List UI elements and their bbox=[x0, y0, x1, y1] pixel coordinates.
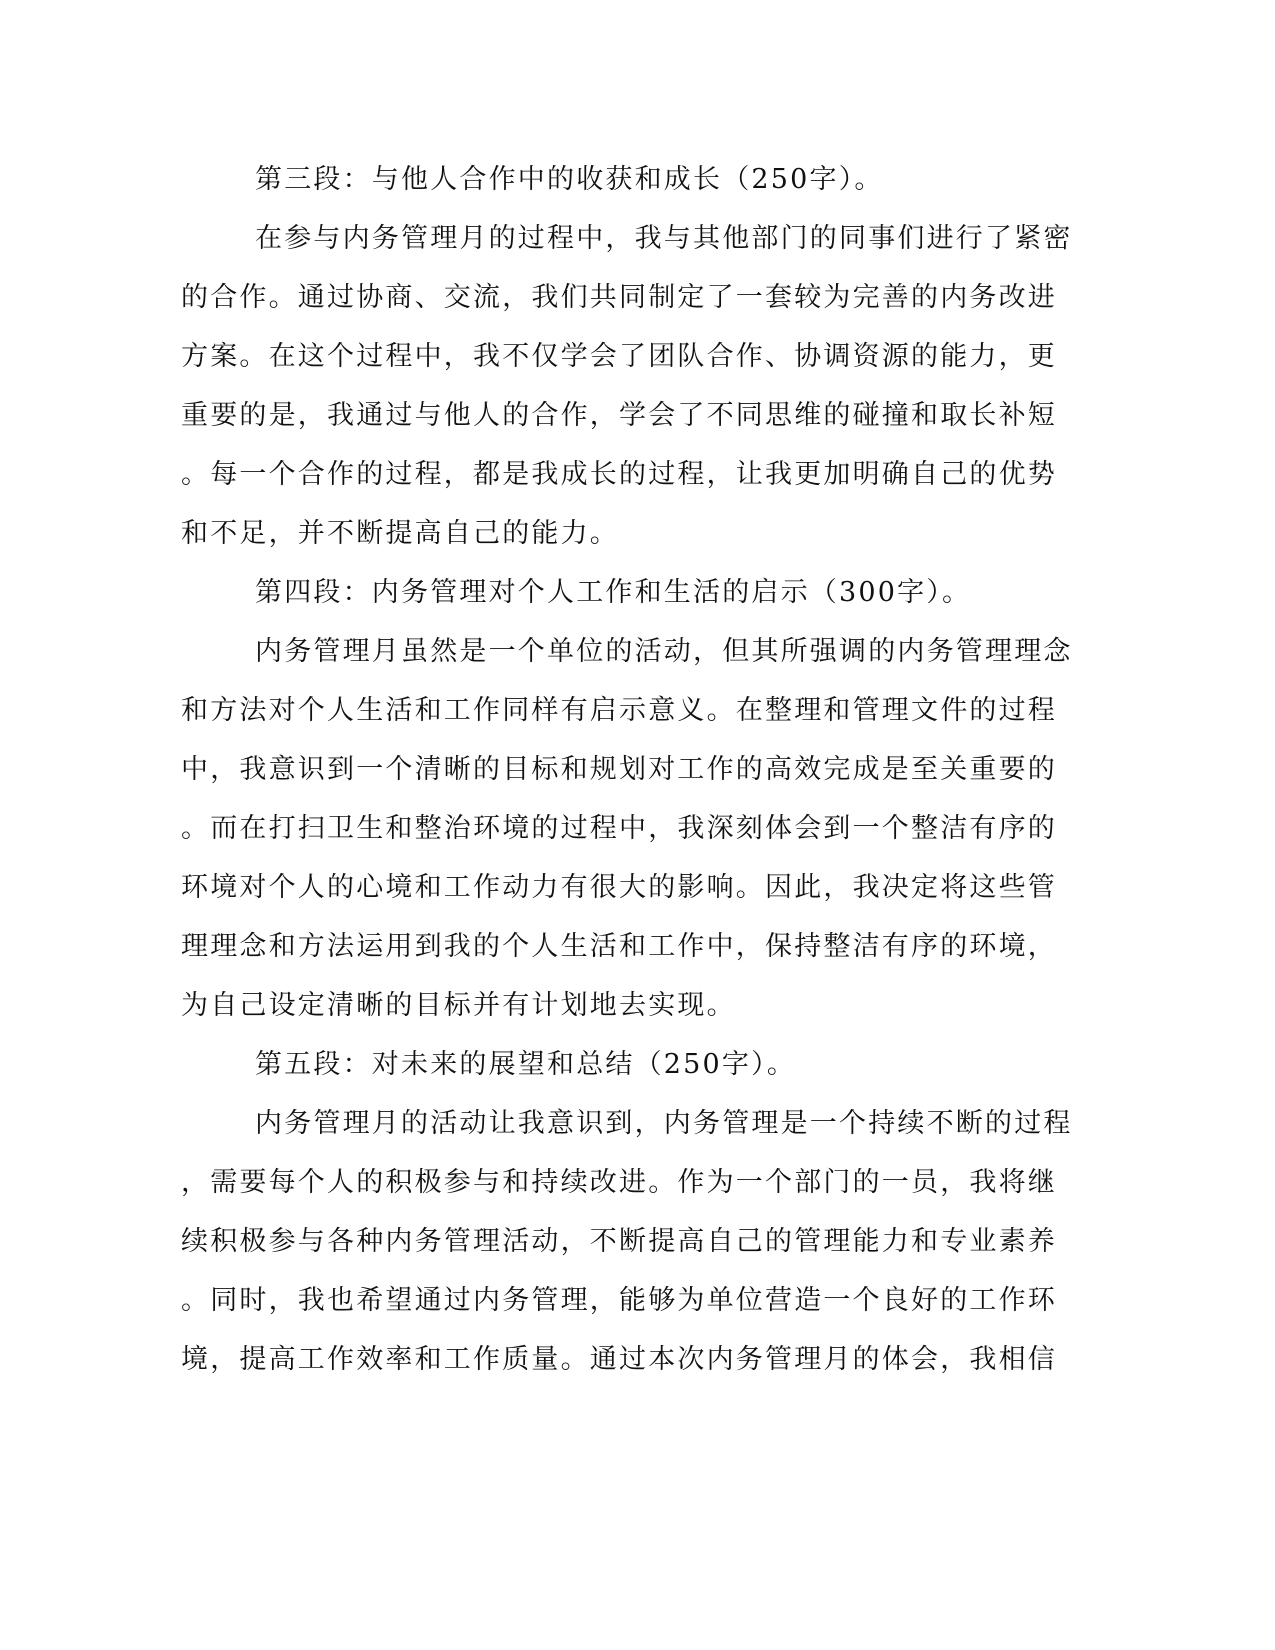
section-heading-5: 第五段：对未来的展望和总结（250字）。 bbox=[255, 1049, 797, 1080]
paragraph-line: 续积极参与各种内务管理活动，不断提高自己的管理能力和专业素养 bbox=[181, 1226, 1057, 1257]
paragraph-line: 内务管理月的活动让我意识到，内务管理是一个持续不断的过程 bbox=[255, 1108, 1073, 1139]
paragraph-line: 中，我意识到一个清晰的目标和规划对工作的高效完成是至关重要的 bbox=[181, 754, 1057, 785]
paragraph-line: 环境对个人的心境和工作动力有很大的影响。因此，我决定将这些管 bbox=[181, 872, 1057, 903]
paragraph-line: 内务管理月虽然是一个单位的活动，但其所强调的内务管理理念 bbox=[255, 636, 1073, 667]
paragraph-line: 理理念和方法运用到我的个人生活和工作中，保持整洁有序的环境， bbox=[181, 931, 1057, 962]
section-heading-4: 第四段：内务管理对个人工作和生活的启示（300字）。 bbox=[255, 577, 972, 608]
paragraph-line: 。而在打扫卫生和整治环境的过程中，我深刻体会到一个整洁有序的 bbox=[181, 813, 1057, 844]
paragraph-line: 和不足，并不断提高自己的能力。 bbox=[181, 518, 619, 549]
paragraph-line: 重要的是，我通过与他人的合作，学会了不同思维的碰撞和取长补短 bbox=[181, 400, 1057, 431]
section-heading-3: 第三段：与他人合作中的收获和成长（250字）。 bbox=[255, 164, 884, 195]
paragraph-line: 境，提高工作效率和工作质量。通过本次内务管理月的体会，我相信 bbox=[181, 1344, 1057, 1375]
paragraph-line: 。同时，我也希望通过内务管理，能够为单位营造一个良好的工作环 bbox=[181, 1285, 1057, 1316]
paragraph-line: 在参与内务管理月的过程中，我与其他部门的同事们进行了紧密 bbox=[255, 223, 1073, 254]
paragraph-line: 的合作。通过协商、交流，我们共同制定了一套较为完善的内务改进 bbox=[181, 282, 1057, 313]
paragraph-line: 为自己设定清晰的目标并有计划地去实现。 bbox=[181, 990, 736, 1021]
paragraph-line: ，需要每个人的积极参与和持续改进。作为一个部门的一员，我将继 bbox=[181, 1167, 1057, 1198]
paragraph-line: 。每一个合作的过程，都是我成长的过程，让我更加明确自己的优势 bbox=[181, 459, 1057, 490]
paragraph-line: 方案。在这个过程中，我不仅学会了团队合作、协调资源的能力，更 bbox=[181, 341, 1057, 372]
paragraph-line: 和方法对个人生活和工作同样有启示意义。在整理和管理文件的过程 bbox=[181, 695, 1057, 726]
